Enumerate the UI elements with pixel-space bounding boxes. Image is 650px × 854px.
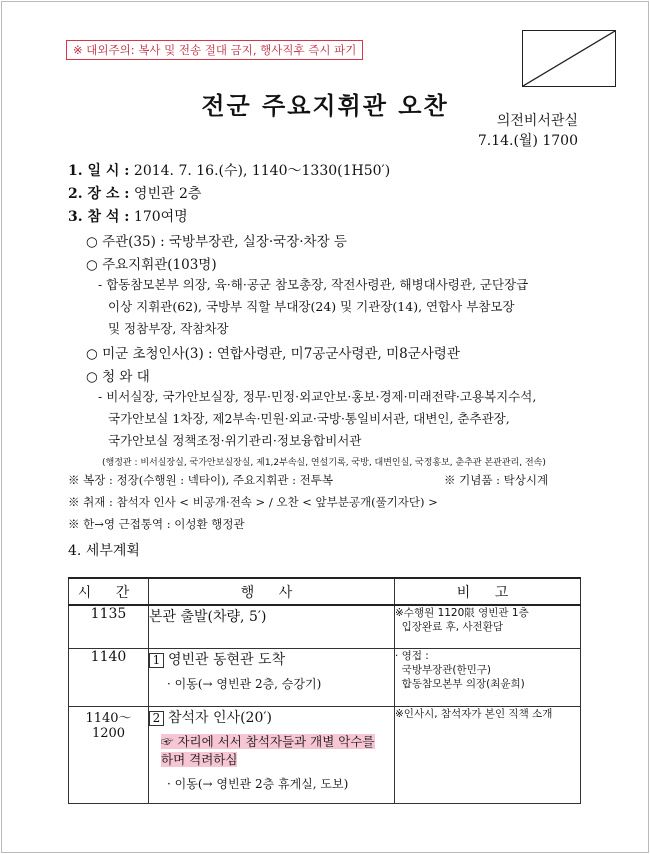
activity-title: 참석자 인사(20′) <box>168 709 272 726</box>
attendees-value: 170여명 <box>133 209 188 225</box>
bluehouse-line: 국가안보실 1차장, 제2부속·민원·외교·국방·통일비서관, 대변인, 춘추관장, <box>108 411 510 426</box>
place-value: 영빈관 2층 <box>133 186 202 202</box>
step-number-box: 2 <box>149 711 164 726</box>
table-row <box>69 706 581 803</box>
bluehouse-line: 국가안보실 정책조정·위기관리·정보융합비서관 <box>108 433 362 448</box>
step-number-box: 1 <box>149 653 164 668</box>
commanders-title: ○ 주요지휘관(103명) <box>86 257 217 273</box>
note-line: 국방부장관(한민구) <box>395 663 492 676</box>
bluehouse-title: ○ 청 와 대 <box>86 369 150 385</box>
activity-sub: · 이동(→ 영빈관 2층 휴게실, 도보) <box>167 776 349 791</box>
place-label: 2. 장 소 : <box>68 186 130 202</box>
confidentiality-notice: ※ 대외주의: 복사 및 전송 절대 금지, 행사직후 즉시 파기 <box>66 40 363 60</box>
time-label: 1. 일 시 : <box>68 163 130 179</box>
author-office: 의전비서관실 <box>496 113 578 129</box>
highlight-text: ☞ 자리에 서서 참석자들과 개별 악수를 하며 격려하심 <box>161 733 375 767</box>
table-row <box>69 605 581 648</box>
row-time: 1140～1200 <box>69 706 149 803</box>
row-note <box>395 605 581 648</box>
time-item <box>68 160 390 180</box>
note-line: 입장완료 후, 사전환담 <box>395 621 503 633</box>
usfk-group: ○ 미군 초청인사(3) : 연합사령관, 미7공군사령관, 미8군사령관 <box>86 346 460 362</box>
note-line: 합동참모본부 의장(최윤희) <box>395 677 525 690</box>
press-note: ※ 취재 : 참석자 인사 < 비공개·전속 > / 오찬 < 앞부분공개(풀기자단) > <box>68 495 438 509</box>
schedule-table <box>68 577 581 804</box>
column-header-event: 행 사 <box>149 578 395 605</box>
activity-title: 영빈관 동현관 도착 <box>168 651 286 668</box>
note-line: ※인사시, 참석자가 본인 직책 소개 <box>395 707 553 720</box>
row-time: 1140 <box>69 648 149 706</box>
row-activity <box>149 648 395 706</box>
gift-note: ※ 기념품 : 탁상시계 <box>444 473 549 487</box>
attendees-label: 3. 참 석 : <box>68 209 130 225</box>
document-date: 7.14.(월) 1700 <box>477 133 578 149</box>
activity-title: 본관 출발(차량, 5′) <box>149 609 267 625</box>
row-activity <box>149 706 395 803</box>
row-activity <box>149 605 395 648</box>
row-time: 1135 <box>69 605 149 648</box>
document-title: 전군 주요지휘관 오찬 <box>201 91 449 120</box>
activity-sub: · 이동(→ 영빈관 2층, 승강기) <box>167 676 322 691</box>
attendees-item <box>68 206 188 226</box>
row-note <box>395 706 581 803</box>
table-row <box>69 648 581 706</box>
commanders-line: - 합동참모본부 의장, 육·해·공군 참모총장, 작전사령관, 해병대사령관, 군단장급 <box>98 277 529 292</box>
row-note <box>395 648 581 706</box>
dress-note: ※ 복장 : 정장(수행원 : 넥타이), 주요지휘관 : 전투복 <box>68 473 333 487</box>
interpreter-note: ※ 한→영 근접통역 : 이성환 행정관 <box>68 517 245 531</box>
diagonal-line-icon <box>523 31 615 86</box>
time-value: 2014. 7. 16.(수), 1140～1330(1H50′) <box>133 163 391 179</box>
commanders-line: 이상 지휘관(62), 국방부 직할 부대장(24) 및 기관장(14), 연합사 부참모장 <box>108 299 515 314</box>
staff-list: (행정관 : 비서실장실, 국가안보실장실, 제1,2부속실, 연설기록, 국방, 대변인실, 국정홍보, 춘추관 본관관리, 전속) <box>102 458 546 468</box>
commanders-line: 및 정참부장, 작참차장 <box>108 321 229 336</box>
place-item <box>68 183 201 203</box>
note-line: · 영접 : <box>395 649 429 662</box>
classification-box <box>522 30 616 87</box>
column-header-time: 시 간 <box>69 578 149 605</box>
host-group: ○ 주관(35) : 국방부장관, 실장·국장·차장 등 <box>86 234 347 250</box>
table-header-row <box>69 578 581 605</box>
bluehouse-line: - 비서실장, 국가안보실장, 정무·민정·외교안보·홍보·경제·미래전략·고용복지수석, <box>98 389 537 404</box>
section-title: 4. 세부계획 <box>68 543 140 559</box>
highlight-note <box>149 733 389 769</box>
note-line: ※수행원 1120限 영빈관 1층 <box>395 607 529 619</box>
column-header-remarks: 비 고 <box>395 578 581 605</box>
